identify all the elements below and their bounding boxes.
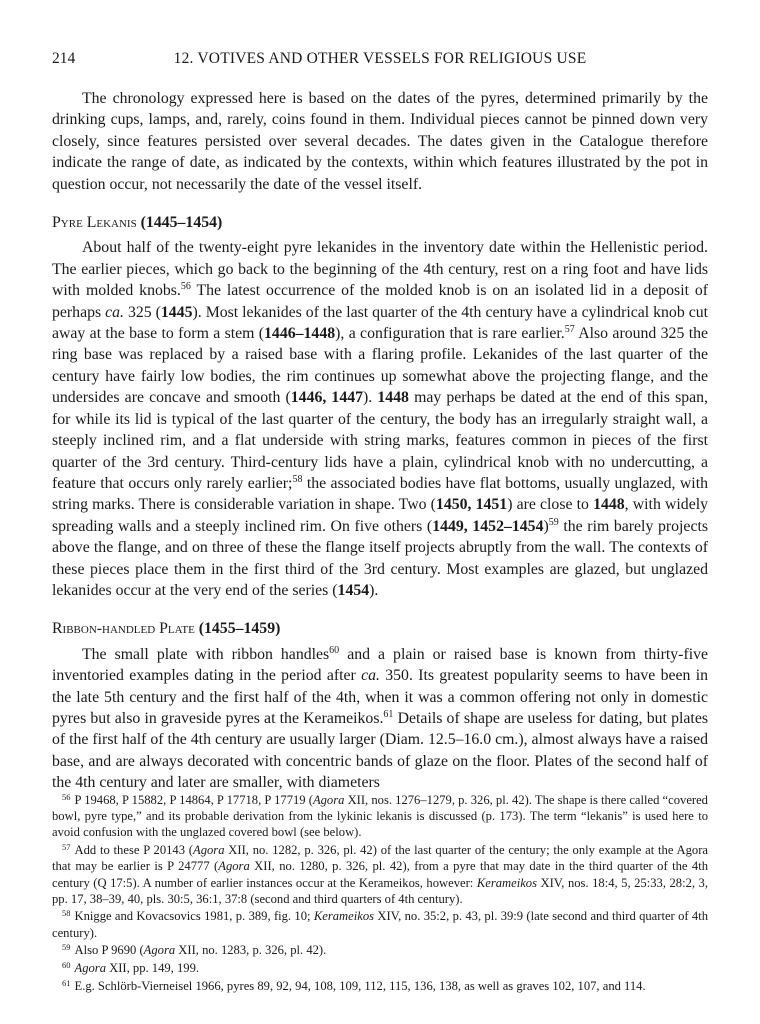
section-title: Pyre Lekanis	[52, 214, 137, 232]
ribbon-plate-paragraph: The small plate with ribbon handles$^{60}$ and a plain or raised base is known from thirty-five inventoried examples dating in the period after ca. 350. Its greatest popularity seems to have been in the late 5th century and the first half of the 4th, when it was a common offering not only in domestic pyres but also in graveside pyres at the Kerameikos.$^{61}$ Details of shape are useless for dating, but plates of the first half of the 4th century are usually larger (Diam. 12.5–16.0 cm.), almost always have a raised base, and are always decorated with concentric bands of glaze on the floor. Plates of the second half of the 4th century and later are smaller, with diameters	[52, 644, 709, 792]
section-range: (1445–1454)	[140, 214, 223, 232]
section-heading-ribbon-plate	[52, 618, 708, 639]
pyre-lekanis-paragraph: About half of the twenty-eight pyre lekanides in the inventory date within the Hellenistic period. The earlier pieces, which go back to the beginning of the 4th century, rest on a ring foot and have lids with molded knobs.$^{56}$ The latest occurrence of the molded knob is on an isolated lid in a deposit of perhaps ca. 325 (1445). Most lekanides of the last quarter of the 4th century have a cylindrical knob cut away at the base to form a stem (1446–1448), a configuration that is rare earlier.$^{57}$ Also around 325 the ring base was replaced by a raised base with a flaring profile. Lekanides of the last quarter of the century have fairly low bodies, the rim continues up somewhat above the projecting flange, and the undersides are concave and smooth (1446, 1447). 1448 may perhaps be dated at the end of this span, for while its lid is typical of the last quarter of the century, the body has an irregularly straight wall, a steeply inclined rim, and a flat underside with string marks, features common in pieces of the first quarter of the 3rd century. Third-century lids have a plain, cylindrical knob with no undercutting, a feature that occurs only rarely earlier;$^{58}$ the associated bodies have flat bottoms, usually unglazed, with string marks. There is considerable variation in shape. Two (1450, 1451) are close to 1448, with widely spreading walls and a steeply inclined rim. On five others (1449, 1452–1454)$^{59}$ the rim barely projects above the flange, and on three of these the flange itself projects abruptly from the wall. The contexts of these pieces place them in the first third of the 3rd century. Most examples are glazed, but unglazed lekanides occur at the very end of the series (1454).	[52, 239, 708, 599]
page-header	[52, 50, 708, 70]
section-heading-pyre-lekanis	[52, 212, 708, 233]
intro-paragraph: The chronology expressed here is based on the dates of the pyres, determined primarily by the drinking cups, lamps, and, rarely, coins found in them. Individual pieces cannot be pinned down very closely, since features persisted over several decades. The dates given in the Catalogue therefore indicate the range of date, as indicated by the contexts, within which features illustrated by the pot in question occur, not necessarily the date of the vessel itself.	[52, 90, 708, 193]
main-text	[52, 88, 708, 794]
footnotes	[52, 792, 708, 995]
footnote-61: $^{61}$ E.g. Schlörb-Vierneisel 1966, pyres 89, 92, 94, 108, 109, 112, 115, 136, 138, as well as graves 102, 107, and 114.	[62, 977, 646, 993]
footnote-57: $^{57}$ Add to these P 20143 (Agora XII, no. 1282, p. 326, pl. 42) of the last quarter of the century; the only example at the Agora that may be earlier is P 24777 (Agora XII, no. 1280, p. 326, pl. 42), from a pyre that may date in the third quarter of the 4th century (Q 17:5). A number of earlier instances occur at the Kerameikos, however: Kerameikos XIV, nos. 18:4, 5, 25:33, 28:2, 3, pp. 17, 38–39, 40, pls. 30:5, 36:1, 37:8 (second and third quarters of 4th century).	[52, 842, 708, 906]
page-number: 214	[52, 50, 76, 67]
section-range: (1455–1459)	[198, 620, 281, 638]
footnote-60: $^{60}$ Agora XII, pp. 149, 199.	[62, 960, 200, 976]
running-head: 12. VOTIVES AND OTHER VESSELS FOR RELIGIOUS USE	[173, 50, 587, 67]
section-title: Ribbon-handled Plate	[52, 620, 195, 638]
footnote-59: $^{59}$ Also P 9690 (Agora XII, no. 1283, p. 326, pl. 42).	[62, 942, 327, 958]
footnote-58: $^{58}$ Knigge and Kovacsovics 1981, p. 389, fig. 10; Kerameikos XIV, no. 35:2, p. 43, pl. 39:9 (late second and third quarter of 4th century).	[52, 908, 708, 940]
footnote-56: $^{56}$ P 19468, P 15882, P 14864, P 17718, P 17719 (Agora XII, nos. 1276–1279, p. 326, pl. 42). The shape is there called “covered bowl, pyre type,” and its probable derivation from the lykinic lekanis is discussed (p. 173). The term “lekanis” is used here to avoid confusion with the unglazed covered bowl (see below).	[52, 792, 708, 840]
